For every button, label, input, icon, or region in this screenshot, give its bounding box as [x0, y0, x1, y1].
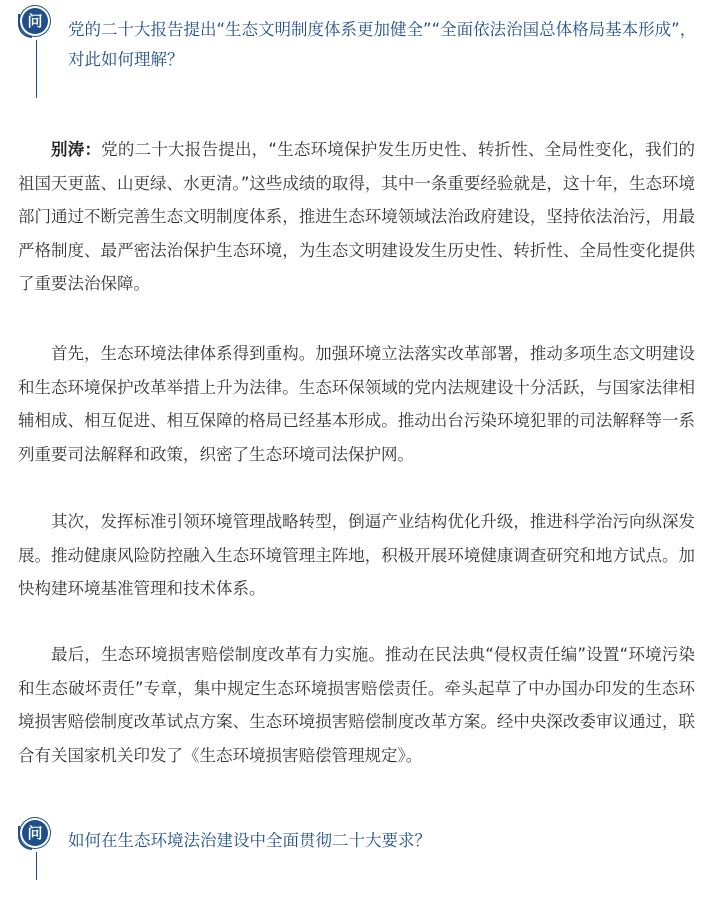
question-text: 党的二十大报告提出“生态文明制度体系更加健全”“全面依法治国总体格局基本形成”，对此如何理解？ [68, 20, 697, 69]
question-block-1 [18, 8, 708, 98]
question-block-2 [18, 820, 708, 880]
question-vertical-line [36, 852, 37, 880]
answer-paragraph-4: 最后，生态环境损害赔偿制度改革有力实施。推动在民法典“侵权责任编”设置“环境污染和生态破坏责任”专章，集中规定生态环境损害赔偿责任。牵头起草了中办国办印发的生态环境损害赔偿制度改革试点方案、生态环境损害赔偿制度改革方案。经中央深改委审议通过，联合有关国家机关印发了《生态环境损害赔偿管理规定》。 [18, 645, 695, 765]
question-badge-icon: 问 [22, 8, 48, 34]
answer-paragraph-3: 其次，发挥标准引领环境管理战略转型，倒逼产业结构优化升级，推进科学治污向纵深发展。推动健康风险防控融入生态环境管理主阵地，积极开展环境健康调查研究和地方试点。加快构建环境基准管理和技术体系。 [18, 512, 695, 598]
question-vertical-line [36, 40, 37, 98]
answer-paragraph-2: 首先，生态环境法律体系得到重构。加强环境立法落实改革部署，推动多项生态文明建设和生态环境保护改革举措上升为法律。生态环保领域的党内法规建设十分活跃，与国家法律相辅相成、相互促进、相互保障的格局已经基本形成。推动出台污染环境犯罪的司法解释等一系列重要司法解释和政策，织密了生态环境司法保护网。 [18, 344, 695, 464]
question-badge-icon: 问 [22, 820, 48, 846]
speaker-name: 别涛： [51, 140, 102, 159]
question-text: 如何在生态环境法治建设中全面贯彻二十大要求？ [68, 831, 431, 850]
answer-paragraph-1: 别涛：党的二十大报告提出，“生态环境保护发生历史性、转折性、全局性变化，我们的祖国天更蓝、山更绿、水更清。”这些成绩的取得，其中一条重要经验就是，这十年，生态环境部门通过不断完善生态文明制度体系，推进生态环境领域法治政府建设，坚持依法治污，用最严格制度、最严密法治保护生态环境，为生态文明建设发生历史性、转折性、全局性变化提供了重要法治保障。 [18, 140, 695, 293]
